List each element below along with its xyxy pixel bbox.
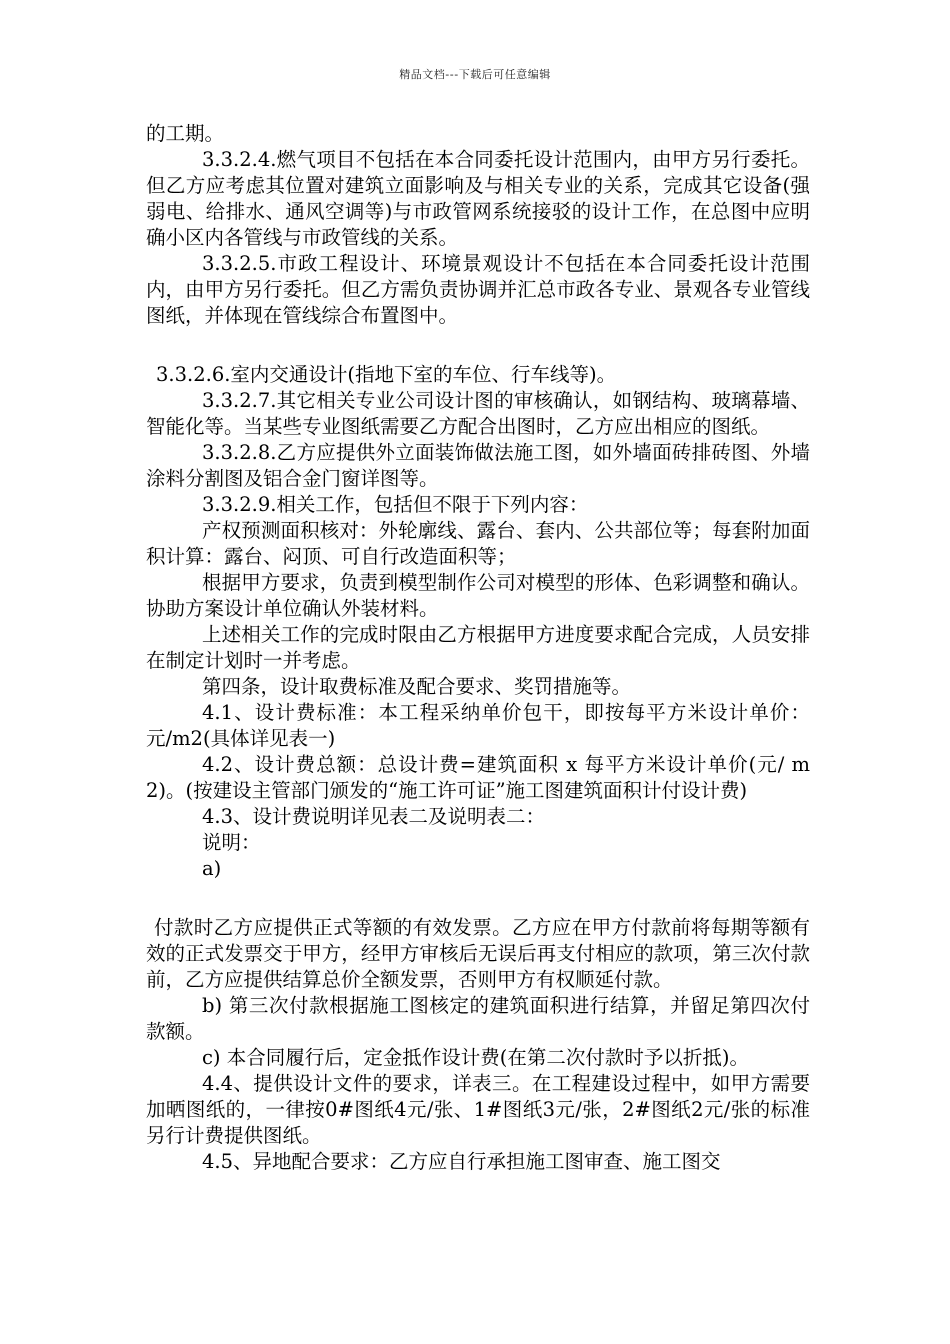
paragraph-4: 3.3.2.7.其它相关专业公司设计图的审核确认，如钢结构、玻璃幕墙、智能化等。当某些专业图纸需要乙方配合出图时，乙方应出相应的图纸。 — [146, 389, 810, 438]
document-body — [146, 121, 810, 1175]
paragraph-6: 3.3.2.9.相关工作，包括但不限于下列内容： — [202, 493, 589, 516]
paragraph-17: b) 第三次付款根据施工图核定的建筑面积进行结算，并留足第四次付款额。 — [146, 994, 810, 1043]
paragraph-5: 3.3.2.8.乙方应提供外立面装饰做法施工图，如外墙面砖排砖图、外墙涂料分割图及铝合金门窗详图等。 — [146, 441, 810, 490]
paragraph-gap — [146, 329, 810, 362]
paragraph-15: a) — [202, 857, 222, 880]
paragraph-14: 说明： — [202, 831, 261, 854]
paragraph-13: 4.3、设计费说明详见表二及说明表二： — [202, 805, 546, 828]
paragraph-3: 3.3.2.6.室内交通设计(指地下室的车位、行车线等)。 — [156, 363, 617, 386]
paragraph-7: 产权预测面积核对：外轮廓线、露台、套内、公共部位等；每套附加面积计算：露台、闷顶、可自行改造面积等； — [146, 519, 810, 568]
paragraph-10: 第四条，设计取费标准及配合要求、奖罚措施等。 — [202, 675, 632, 698]
paragraph-19: 4.4、提供设计文件的要求，详表三。在工程建设过程中，如甲方需要加晒图纸的，一律按0#图纸4元/张、1#图纸3元/张，2#图纸2元/张的标准另行计费提供图纸。 — [146, 1072, 810, 1147]
paragraph-20: 4.5、异地配合要求：乙方应自行承担施工图审查、施工图交 — [202, 1150, 721, 1173]
paragraph-9: 上述相关工作的完成时限由乙方根据甲方进度要求配合完成，人员安排在制定计划时一并考虑。 — [146, 623, 810, 672]
paragraph-gap — [146, 882, 810, 915]
paragraph-8: 根据甲方要求，负责到模型制作公司对模型的形体、色彩调整和确认。协助方案设计单位确认外装材料。 — [146, 571, 810, 620]
paragraph-18: c) 本合同履行后，定金抵作设计费(在第二次付款时予以折抵)。 — [202, 1046, 749, 1069]
page-header: 精品文档---下载后可任意编辑 — [399, 68, 551, 81]
paragraph-1: 3.3.2.4.燃气项目不包括在本合同委托设计范围内，由甲方另行委托。但乙方应考虑其位置对建筑立面影响及与相关专业的关系，完成其它设备(强弱电、给排水、通风空调等)与市政管网系统接驳的设计工作，在总图中应明确小区内各管线与市政管线的关系。 — [146, 148, 810, 249]
paragraph-16: 付款时乙方应提供正式等额的有效发票。乙方应在甲方付款前将每期等额有效的正式发票交于甲方，经甲方审核后无误后再支付相应的款项，第三次付款前，乙方应提供结算总价全额发票，否则甲方有权顺延付款。 — [146, 916, 810, 991]
paragraph-0: 的工期。 — [146, 122, 225, 145]
paragraph-12: 4.2、设计费总额：总设计费=建筑面积 x 每平方米设计单价(元/ m2)。(按建设主管部门颁发的“施工许可证”施工图建筑面积计付设计费) — [146, 753, 810, 802]
paragraph-2: 3.3.2.5.市政工程设计、环境景观设计不包括在本合同委托设计范围内，由甲方另行委托。但乙方需负责协调并汇总市政各专业、景观各专业管线图纸，并体现在管线综合布置图中。 — [146, 252, 810, 327]
paragraph-11: 4.1、设计费标准：本工程采纳单价包干，即按每平方米设计单价： 元/m2(具体详见表一) — [146, 701, 810, 750]
